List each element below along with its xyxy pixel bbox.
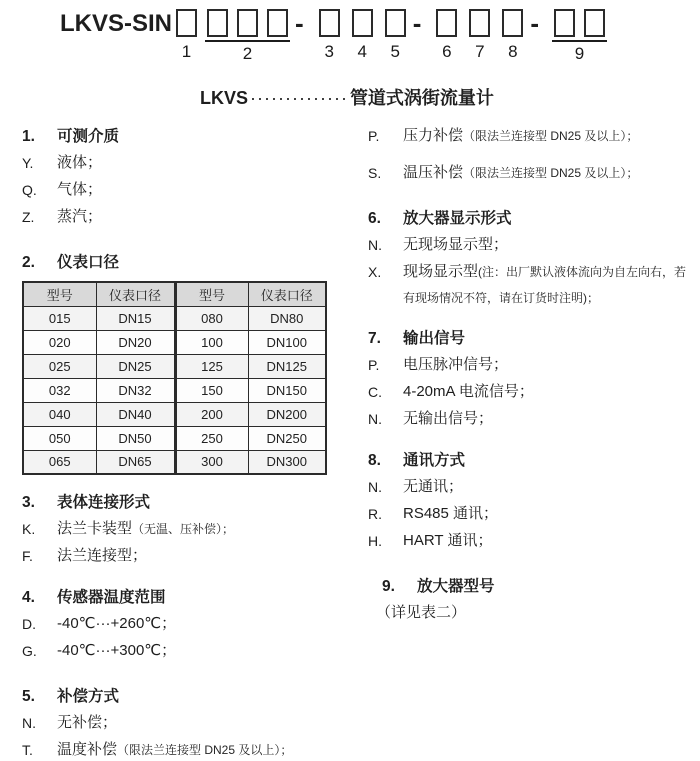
option-text bbox=[403, 123, 694, 150]
table-cell: DN100 bbox=[248, 330, 326, 354]
table-row bbox=[23, 330, 326, 354]
table-cell: DN25 bbox=[96, 354, 175, 378]
option-key: S. bbox=[368, 165, 382, 181]
table-cell: DN65 bbox=[96, 450, 175, 474]
option-key: Z. bbox=[22, 209, 35, 225]
code-box bbox=[267, 9, 288, 37]
option-key: N. bbox=[368, 411, 382, 427]
table-header-cell: 仪表口径 bbox=[96, 282, 175, 306]
code-group-2 bbox=[205, 9, 290, 64]
code-group-5 bbox=[383, 9, 408, 62]
option-item-s5 bbox=[368, 160, 694, 187]
table-cell: 020 bbox=[23, 330, 96, 354]
table-header-row bbox=[23, 282, 326, 306]
option-text bbox=[403, 160, 694, 187]
code-group-label-6: 6 bbox=[442, 42, 452, 61]
option-item-y bbox=[22, 150, 354, 177]
table-cell: 050 bbox=[23, 426, 96, 450]
code-box bbox=[207, 9, 228, 37]
option-label: 温压补偿 bbox=[403, 164, 464, 181]
option-label: 温度补偿 bbox=[57, 741, 118, 758]
table-cell: DN125 bbox=[248, 354, 326, 378]
option-text: -40℃···+300℃； bbox=[57, 642, 177, 659]
option-label: 现场显示型 bbox=[403, 263, 479, 280]
code-group-3 bbox=[317, 9, 342, 62]
product-subtitle bbox=[200, 84, 700, 110]
table-cell: 025 bbox=[23, 354, 96, 378]
table-header-cell: 型号 bbox=[23, 282, 96, 306]
section-9-note: （详见表二） bbox=[376, 604, 467, 621]
code-boxes bbox=[205, 9, 290, 42]
option-key: F. bbox=[22, 548, 33, 564]
code-box bbox=[436, 9, 457, 37]
option-text: 4-20mA 电流信号； bbox=[403, 383, 534, 400]
code-box bbox=[237, 9, 258, 37]
section-9-header bbox=[382, 573, 694, 600]
section-number: 2. bbox=[22, 254, 35, 271]
table-cell: 032 bbox=[23, 378, 96, 402]
table-header-cell: 仪表口径 bbox=[248, 282, 326, 306]
table-cell: 150 bbox=[175, 378, 248, 402]
section-number: 6. bbox=[368, 210, 381, 227]
code-box bbox=[469, 9, 490, 37]
option-item-c bbox=[368, 379, 694, 406]
code-group-label-4: 4 bbox=[357, 42, 367, 61]
section-number: 9. bbox=[382, 578, 395, 595]
option-text bbox=[57, 737, 354, 761]
option-key: P. bbox=[368, 357, 380, 373]
section-number: 3. bbox=[22, 494, 35, 511]
section-title: 仪表口径 bbox=[57, 254, 120, 271]
section-title: 可测介质 bbox=[57, 128, 120, 145]
code-boxes bbox=[434, 9, 459, 40]
table-cell: DN50 bbox=[96, 426, 175, 450]
option-item-n5 bbox=[22, 710, 354, 737]
option-text bbox=[57, 516, 354, 543]
option-text: 液体； bbox=[57, 154, 103, 171]
option-item-t bbox=[22, 737, 354, 761]
code-group-label-7: 7 bbox=[475, 42, 485, 61]
table-row bbox=[23, 306, 326, 330]
section-number: 7. bbox=[368, 330, 381, 347]
table-header-cell: 型号 bbox=[175, 282, 248, 306]
code-boxes bbox=[317, 9, 342, 40]
code-box bbox=[385, 9, 406, 37]
option-note: （限法兰连接型 DN25 及以上）； bbox=[463, 166, 639, 180]
section-number: 5. bbox=[22, 688, 35, 705]
option-text: RS485 通讯； bbox=[403, 505, 499, 522]
option-key: C. bbox=[368, 384, 382, 400]
option-label: 法兰卡装型 bbox=[57, 520, 133, 537]
table-cell: 040 bbox=[23, 402, 96, 426]
section-title: 表体连接形式 bbox=[57, 494, 151, 511]
code-group-label-2: 2 bbox=[242, 44, 253, 63]
code-box bbox=[584, 9, 605, 37]
section-title: 通讯方式 bbox=[403, 452, 466, 469]
option-key: R. bbox=[368, 506, 382, 522]
option-note: (注：出厂默认液体流向为自左向右，若有现场情况不符，请在订货时注明)； bbox=[403, 265, 687, 305]
code-box bbox=[502, 9, 523, 37]
section-3-header bbox=[22, 489, 354, 516]
code-group-label-1: 1 bbox=[181, 42, 192, 61]
code-boxes bbox=[552, 9, 607, 42]
table-row bbox=[23, 354, 326, 378]
table-cell: 015 bbox=[23, 306, 96, 330]
section-title: 放大器显示形式 bbox=[403, 210, 512, 227]
model-code-diagram bbox=[60, 0, 700, 64]
section-7-header bbox=[368, 325, 694, 352]
option-text bbox=[403, 259, 694, 311]
option-key: D. bbox=[22, 616, 36, 632]
left-column bbox=[22, 123, 354, 761]
option-note: （限法兰连接型 DN25 及以上）； bbox=[463, 129, 639, 143]
model-code-prefix: LKVS-SIN bbox=[60, 10, 173, 37]
option-item-h bbox=[368, 528, 694, 555]
subtitle-model: LKVS bbox=[200, 88, 249, 108]
table-cell: DN300 bbox=[248, 450, 326, 474]
table-cell: DN15 bbox=[96, 306, 175, 330]
option-key: N. bbox=[368, 479, 382, 495]
code-box bbox=[176, 9, 197, 37]
option-key: T. bbox=[22, 742, 33, 758]
section-5-header bbox=[22, 683, 354, 710]
option-note: （无温、压补偿）； bbox=[132, 522, 235, 536]
subtitle-name: 管道式涡街流量计 bbox=[349, 88, 494, 108]
code-box bbox=[352, 9, 373, 37]
option-note: （限法兰连接型 DN25 及以上）； bbox=[117, 743, 293, 757]
option-item-n6 bbox=[368, 232, 694, 259]
option-key: Q. bbox=[22, 182, 37, 198]
code-group-label-3: 3 bbox=[324, 42, 334, 61]
code-group-label-9: 9 bbox=[574, 44, 585, 63]
code-group-1 bbox=[174, 9, 199, 62]
option-item-n8 bbox=[368, 474, 694, 501]
option-key: X. bbox=[368, 264, 382, 280]
code-dash: - bbox=[412, 8, 422, 38]
code-boxes bbox=[350, 9, 375, 40]
option-text: 无现场显示型； bbox=[403, 236, 509, 253]
option-key: N. bbox=[22, 715, 36, 731]
table-cell: 250 bbox=[175, 426, 248, 450]
code-group-4 bbox=[350, 9, 375, 62]
code-box bbox=[319, 9, 340, 37]
table-cell: DN200 bbox=[248, 402, 326, 426]
table-cell: 125 bbox=[175, 354, 248, 378]
section-number: 4. bbox=[22, 589, 35, 606]
option-text: 蒸汽； bbox=[57, 208, 103, 225]
option-key: N. bbox=[368, 237, 382, 253]
option-key: K. bbox=[22, 521, 36, 537]
table-cell: DN20 bbox=[96, 330, 175, 354]
option-item-g bbox=[22, 638, 354, 665]
code-group-7 bbox=[467, 9, 492, 62]
table-cell: DN40 bbox=[96, 402, 175, 426]
section-4-header bbox=[22, 584, 354, 611]
table-cell: 065 bbox=[23, 450, 96, 474]
option-text: 无补偿； bbox=[57, 714, 118, 731]
table-cell: 200 bbox=[175, 402, 248, 426]
table-cell: 100 bbox=[175, 330, 248, 354]
table-row bbox=[23, 378, 326, 402]
option-label: 压力补偿 bbox=[403, 127, 464, 144]
option-text: 法兰连接型； bbox=[57, 547, 148, 564]
code-boxes bbox=[500, 9, 525, 40]
section-title: 补偿方式 bbox=[57, 688, 120, 705]
option-item-x bbox=[368, 259, 694, 311]
section-number: 8. bbox=[368, 452, 381, 469]
section-8-header bbox=[368, 447, 694, 474]
table-row bbox=[23, 402, 326, 426]
code-group-6 bbox=[434, 9, 459, 62]
code-dash: - bbox=[530, 8, 540, 38]
option-text: -40℃···+260℃； bbox=[57, 615, 177, 632]
section-title: 输出信号 bbox=[403, 330, 466, 347]
option-key: P. bbox=[368, 128, 380, 144]
code-group-label-8: 8 bbox=[508, 42, 518, 61]
option-text: HART 通讯； bbox=[403, 532, 493, 549]
option-item-n7 bbox=[368, 406, 694, 433]
option-text: 气体； bbox=[57, 181, 103, 198]
code-group-9 bbox=[552, 9, 607, 64]
section-number: 1. bbox=[22, 128, 35, 145]
option-item-d bbox=[22, 611, 354, 638]
code-group-8 bbox=[500, 9, 525, 62]
table-row bbox=[23, 426, 326, 450]
code-box bbox=[554, 9, 575, 37]
right-column bbox=[368, 123, 700, 761]
option-key: H. bbox=[368, 533, 382, 549]
option-item-p7 bbox=[368, 352, 694, 379]
option-text: 电压脉冲信号； bbox=[403, 356, 509, 373]
diameter-table bbox=[22, 281, 327, 475]
section-1-header bbox=[22, 123, 354, 150]
option-item-q bbox=[22, 177, 354, 204]
option-text: 无通讯； bbox=[403, 478, 464, 495]
subtitle-dots: ·············· bbox=[250, 88, 348, 108]
code-boxes bbox=[174, 9, 199, 40]
table-cell: 300 bbox=[175, 450, 248, 474]
option-item-p5 bbox=[368, 123, 694, 150]
option-text: 无输出信号； bbox=[403, 410, 494, 427]
table-cell: DN80 bbox=[248, 306, 326, 330]
table-cell: 080 bbox=[175, 306, 248, 330]
document-body bbox=[0, 123, 700, 761]
code-boxes bbox=[467, 9, 492, 40]
section-2-header bbox=[22, 249, 354, 276]
table-row bbox=[23, 450, 326, 474]
code-dash: - bbox=[295, 8, 304, 38]
table-cell: DN150 bbox=[248, 378, 326, 402]
option-item-f bbox=[22, 543, 354, 570]
option-item-k bbox=[22, 516, 354, 543]
option-key: Y. bbox=[22, 155, 34, 171]
code-group-label-5: 5 bbox=[390, 42, 400, 61]
option-item-z bbox=[22, 204, 354, 231]
code-boxes bbox=[383, 9, 408, 40]
table-cell: DN250 bbox=[248, 426, 326, 450]
option-item-r bbox=[368, 501, 694, 528]
section-title: 传感器温度范围 bbox=[57, 589, 166, 606]
option-key: G. bbox=[22, 643, 37, 659]
table-cell: DN32 bbox=[96, 378, 175, 402]
section-title: 放大器型号 bbox=[417, 578, 495, 595]
section-6-header bbox=[368, 205, 694, 232]
